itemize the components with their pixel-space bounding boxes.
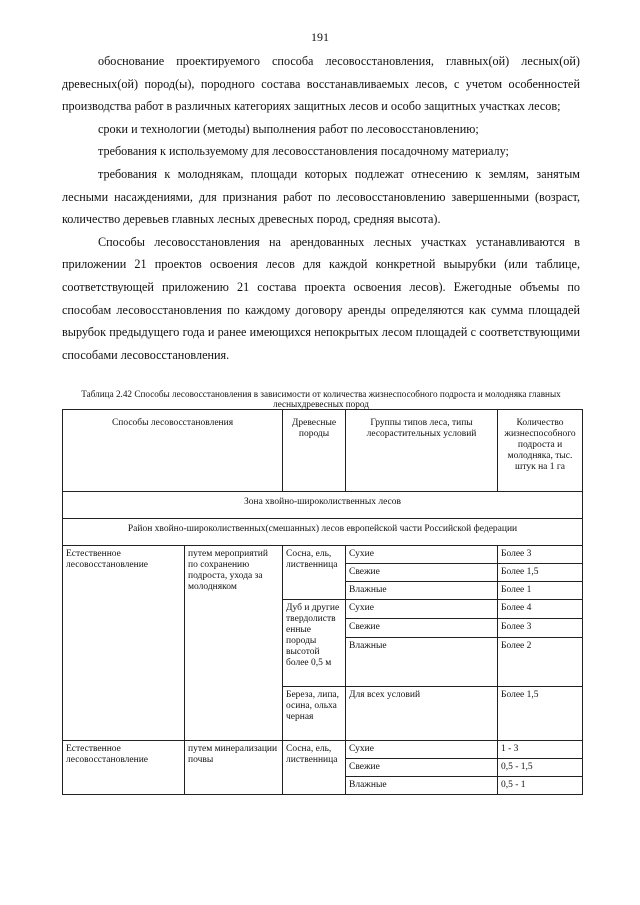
- table-header-row: [63, 410, 583, 492]
- condition-cell: Влажные: [346, 777, 498, 795]
- condition-cell: Влажные: [346, 582, 498, 600]
- header-species: Древесные породы: [283, 410, 346, 492]
- species-cell: Сосна, ель, лиственница: [283, 546, 346, 600]
- zone-label: Зона хвойно-широколиственных лесов: [63, 492, 583, 519]
- condition-cell: Свежие: [346, 759, 498, 777]
- paragraph: требования к используемому для лесовосстановления посадочному материалу;: [98, 144, 509, 159]
- condition-cell: Свежие: [346, 564, 498, 582]
- method-cell: Естественное лесовосстановление: [63, 546, 185, 741]
- page-number: 191: [311, 30, 329, 44]
- methods-table: [62, 409, 583, 795]
- region-label: Район хвойно-широколиственных(смешанных) лесов европейской части Российской федерации: [63, 519, 583, 546]
- submethod-cell: путем минерализации почвы: [185, 741, 283, 795]
- submethod-cell: путем мероприятий по сохранению подроста, ухода за молодняком: [185, 546, 283, 741]
- quantity-cell: Более 3: [498, 546, 583, 564]
- condition-cell: Сухие: [346, 546, 498, 564]
- header-quantity: Количество жизнеспособного подроста и молодняка, тыс. штук на 1 га: [498, 410, 583, 492]
- quantity-cell: Более 3: [498, 619, 583, 638]
- quantity-cell: 0,5 - 1,5: [498, 759, 583, 777]
- quantity-cell: Более 1,5: [498, 564, 583, 582]
- header-forest-types: Группы типов леса, типы лесорастительных условий: [346, 410, 498, 492]
- quantity-cell: Более 1: [498, 582, 583, 600]
- condition-cell: Влажные: [346, 638, 498, 687]
- quantity-cell: Более 2: [498, 638, 583, 687]
- paragraph: сроки и технологии (методы) выполнения работ по лесовосстановлению;: [98, 121, 479, 136]
- quantity-cell: 1 - 3: [498, 741, 583, 759]
- species-cell: Дуб и другие твердолиств енные породы высотой более 0,5 м: [283, 600, 346, 687]
- method-cell: Естественное лесовосстановление: [63, 741, 185, 795]
- quantity-cell: Более 4: [498, 600, 583, 619]
- quantity-cell: Более 1,5: [498, 687, 583, 741]
- paragraph: обоснование проектируемого способа лесовосстановления, главных(ой) лесных(ой) древесных(ой) пород(ы), породного состава восстанавливаемых лесов, с учетом особенностей производства работ в различных категориях защитных лесов и особо защитных участках лесов;: [62, 54, 580, 114]
- species-cell: Береза, липа, осина, ольха черная: [283, 687, 346, 741]
- table-row: [63, 546, 583, 564]
- table-row: [63, 741, 583, 759]
- quantity-cell: 0,5 - 1: [498, 777, 583, 795]
- condition-cell: Свежие: [346, 619, 498, 638]
- region-row: [63, 519, 583, 546]
- condition-cell: Сухие: [346, 600, 498, 619]
- body-text: [62, 50, 580, 366]
- table-caption: Таблица 2.42 Способы лесовосстановления в зависимости от количества жизнеспособного подроста и молодняка главных лесныхдревесных пород: [81, 389, 561, 409]
- condition-cell: Сухие: [346, 741, 498, 759]
- species-cell: Сосна, ель, лиственница: [283, 741, 346, 795]
- paragraph: требования к молоднякам, площади которых подлежат отнесению к землям, занятым лесными насаждениями, для признания работ по лесовосстановлению завершенными (возраст, количество деревьев главных лесных древесных пород, средняя высота).: [62, 166, 580, 227]
- header-methods: Способы лесовосстановления: [63, 410, 283, 492]
- paragraph: Способы лесовосстановления на арендованных лесных участках устанавливаются в приложении 21 проектов освоения лесов для каждой конкретной выырубки (или таблице, соответствующей приложению 21 состава проекта освоения лесов). Ежегодные объемы по способам лесовосстановления по каждому договору аренды определяются как сумма площадей вырубок предыдущего года и ранее имеющихся непокрытых лесом площадей с соответствующими способами лесовосстановления.: [62, 234, 580, 362]
- condition-cell: Для всех условий: [346, 687, 498, 741]
- zone-row: [63, 492, 583, 519]
